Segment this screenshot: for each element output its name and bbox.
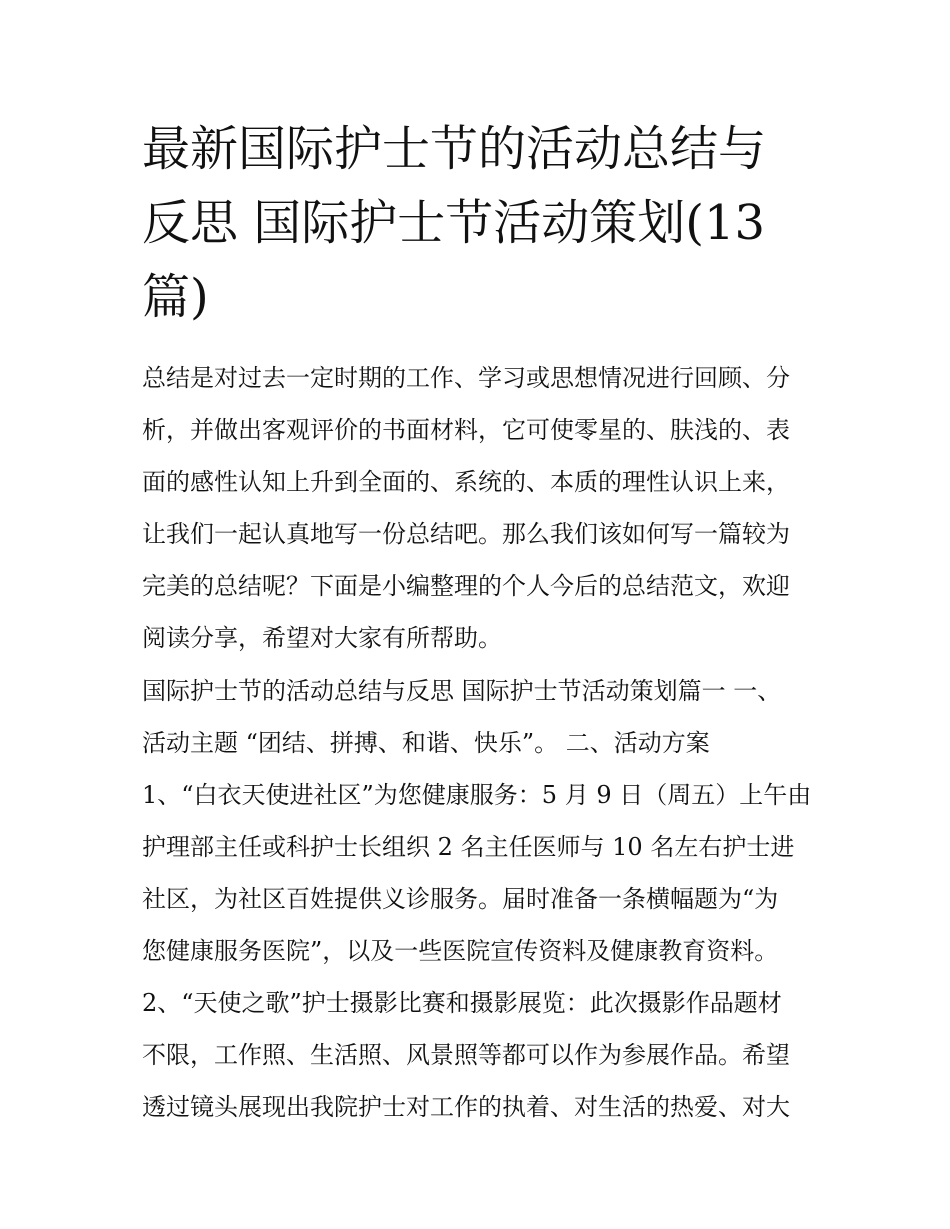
title-line: 反思 国际护士节活动策划(13 [142, 195, 766, 251]
body-line: 面的感性认知上升到全面的、系统的、本质的理性认识上来， [142, 468, 790, 497]
body-line: 2、“天使之歌”护士摄影比赛和摄影展览：此次摄影作品题材 [142, 989, 782, 1018]
body-line: 析，并做出客观评价的书面材料，它可使零星的、肤浅的、表 [142, 416, 790, 445]
document-body [142, 352, 814, 1133]
body-line: 让我们一起认真地写一份总结吧。那么我们该如何写一篇较为 [142, 520, 790, 549]
title-line: 篇) [142, 269, 209, 325]
body-line: 透过镜头展现出我院护士对工作的执着、对生活的热爱、对大 [142, 1093, 790, 1122]
body-line: 阅读分享，希望对大家有所帮助。 [142, 624, 502, 653]
body-line: 1、“白衣天使进社区”为您健康服务：5 月 9 日（周五）上午由 [142, 780, 812, 809]
body-line: 活动主题 “团结、拼搏、和谐、快乐”。 二、活动方案 [142, 728, 710, 757]
body-line: 护理部主任或科护士长组织 2 名主任医师与 10 名左右护士进 [142, 832, 795, 861]
body-line: 国际护士节的活动总结与反思 国际护士节活动策划篇一 一、 [142, 676, 782, 705]
body-line: 完美的总结呢？下面是小编整理的个人今后的总结范文，欢迎 [142, 572, 790, 601]
body-line: 总结是对过去一定时期的工作、学习或思想情况进行回顾、分 [142, 364, 790, 392]
body-line: 社区，为社区百姓提供义诊服务。届时准备一条横幅题为“为 [142, 884, 779, 913]
body-line: 您健康服务医院”，以及一些医院宣传资料及健康教育资料。 [142, 937, 779, 966]
document-title [142, 112, 814, 334]
body-line: 不限，工作照、生活照、风景照等都可以作为参展作品。希望 [142, 1041, 790, 1070]
title-line: 最新国际护士节的活动总结与 [142, 121, 767, 177]
